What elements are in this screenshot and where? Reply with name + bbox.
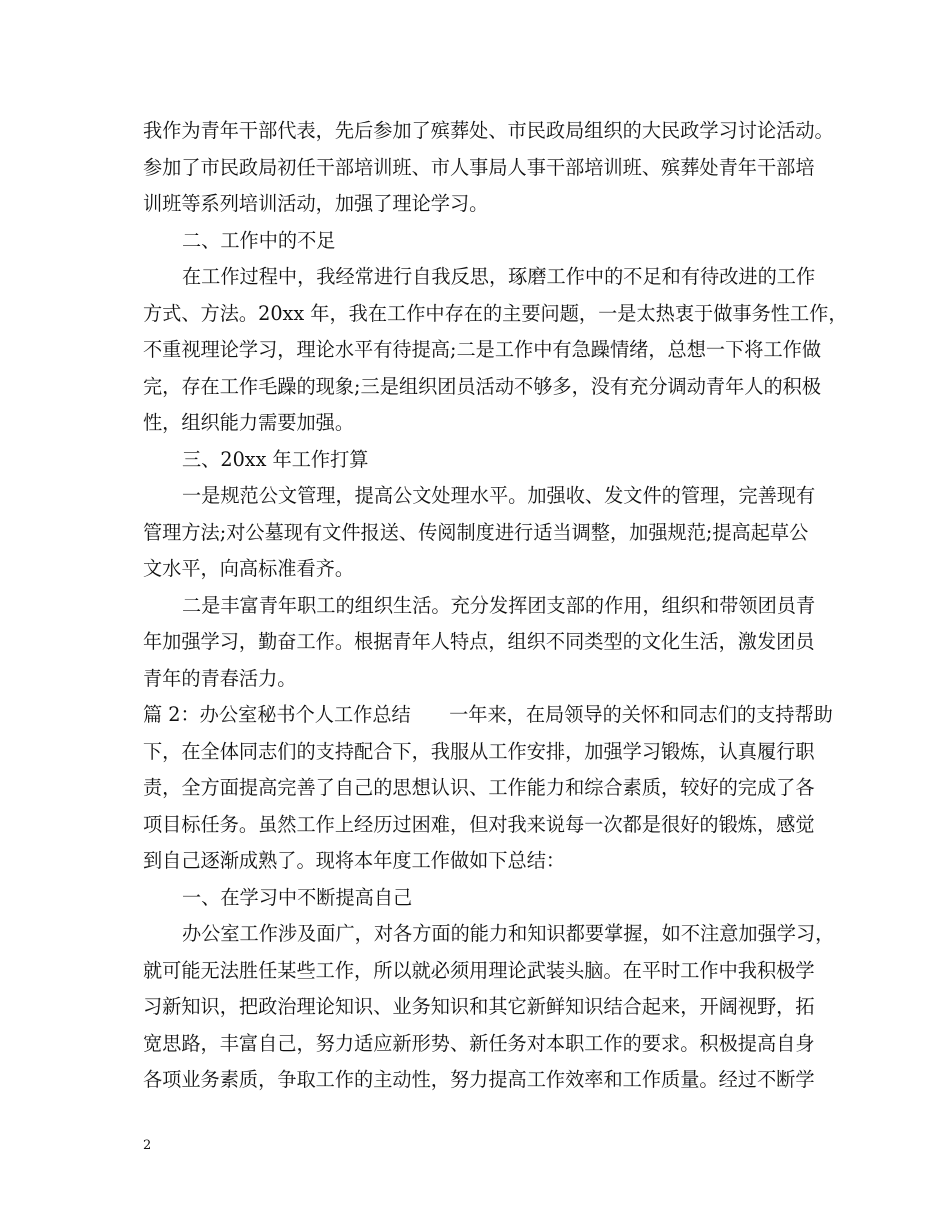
text-line: 到自己逐渐成熟了。现将本年度工作做如下总结： xyxy=(143,849,566,872)
text-line: 各项业务素质，争取工作的主动性，努力提高工作效率和工作质量。经过不断学 xyxy=(143,1068,815,1091)
text-line: 二是丰富青年职工的组织生活。充分发挥团支部的作用，组织和带领团员青 xyxy=(182,593,816,617)
text-line: 篇 2：办公室秘书个人工作总结 一年来，在局领导的关怀和同志们的支持帮助 xyxy=(143,703,833,726)
text-line: 训班等系列培训活动，加强了理论学习。 xyxy=(143,192,489,215)
text-line: 项目标任务。虽然工作上经历过困难，但对我来说每一次都是很好的锻炼，感觉 xyxy=(143,812,815,836)
text-line: 在工作过程中，我经常进行自我反思，琢磨工作中的不足和有待改进的工作 xyxy=(182,265,816,288)
text-line: 三、20xx 年工作打算 xyxy=(182,447,369,471)
text-line: 就可能无法胜任某些工作，所以就必须用理论武装头脑。在平时工作中我积极学 xyxy=(143,958,815,982)
text-line: 一、在学习中不断提高自己 xyxy=(182,885,413,909)
text-line: 性，组织能力需要加强。 xyxy=(143,411,355,434)
text-line: 文水平，向高标准看齐。 xyxy=(143,557,355,580)
text-line: 青年的青春活力。 xyxy=(143,666,297,690)
text-line: 我作为青年干部代表，先后参加了殡葬处、市民政局组织的大民政学习讨论活动。 xyxy=(143,119,834,142)
text-line: 二、工作中的不足 xyxy=(182,228,336,252)
text-line: 办公室工作涉及面广，对各方面的能力和知识都要掌握，如不注意加强学习， xyxy=(182,922,835,945)
text-line: 参加了市民政局初任干部培训班、市人事局人事干部培训班、殡葬处青年干部培 xyxy=(143,155,815,179)
document-body xyxy=(143,113,848,1099)
text-line: 完，存在工作毛躁的现象;三是组织团员活动不够多，没有充分调动青年人的积极 xyxy=(143,374,822,398)
text-line: 方式、方法。20xx 年，我在工作中存在的主要问题，一是太热衷于做事务性工作， xyxy=(143,301,848,325)
text-line: 不重视理论学习，理论水平有待提高;二是工作中有急躁情绪，总想一下将工作做 xyxy=(143,338,822,361)
text-line: 一是规范公文管理，提高公文处理水平。加强收、发文件的管理，完善现有 xyxy=(182,484,816,507)
text-line: 年加强学习，勤奋工作。根据青年人特点，组织不同类型的文化生活，激发团员 xyxy=(143,630,815,653)
text-line: 宽思路，丰富自己，努力适应新形势、新任务对本职工作的要求。积极提高自身 xyxy=(143,1031,815,1055)
text-line: 管理方法;对公墓现有文件报送、传阅制度进行适当调整，加强规范;提高起草公 xyxy=(143,520,809,544)
page-number: 2 xyxy=(143,1138,152,1153)
text-line: 习新知识，把政治理论知识、业务知识和其它新鲜知识结合起来，开阔视野，拓 xyxy=(143,995,815,1018)
text-line: 责，全方面提高完善了自己的思想认识、工作能力和综合素质，较好的完成了各 xyxy=(143,776,815,799)
text-line: 下，在全体同志们的支持配合下，我服从工作安排，加强学习锻炼，认真履行职 xyxy=(143,739,815,763)
